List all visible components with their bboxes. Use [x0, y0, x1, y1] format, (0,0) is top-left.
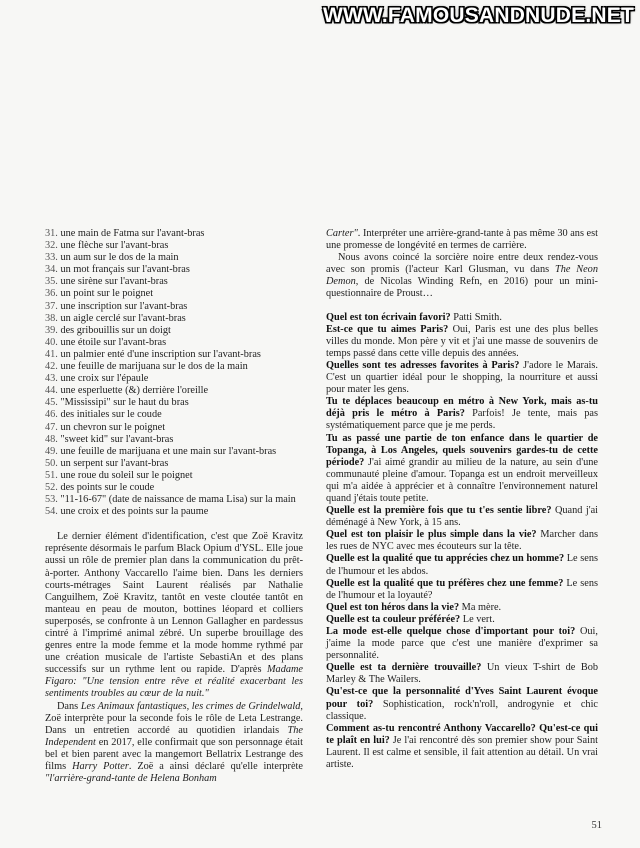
list-number: 54. — [45, 506, 58, 518]
list-text: des points sur le coude — [60, 481, 155, 493]
article-paragraph — [45, 701, 303, 786]
paragraph-text: . Interpréter une arrière-grand-tante à pas même 30 ans est une promesse de longévité en termes de carrière. — [326, 228, 598, 252]
list-number: 44. — [45, 385, 58, 397]
paragraph-text: , Zoë interprète pour la seconde fois le rôle de Leta Lestrange. Dans un entretien accordé au quotidien irlandais — [45, 700, 303, 736]
question: Quelle est ta dernière trouvaille? — [326, 662, 482, 674]
list-text: un palmier enté d'une inscription sur l'avant-bras — [60, 348, 261, 360]
list-item — [45, 288, 303, 300]
list-text: des gribouillis sur un doigt — [60, 324, 171, 336]
list-item — [45, 434, 303, 446]
list-number: 37. — [45, 300, 58, 312]
list-number: 53. — [45, 494, 58, 506]
list-text: "11-16-67" (date de naissance de mama Lisa) sur la main — [60, 494, 296, 506]
list-text: une roue du soleil sur le poignet — [60, 469, 193, 481]
list-text: une inscription sur l'avant-bras — [60, 300, 188, 312]
list-item — [45, 458, 303, 470]
answer: Je l'ai rencontré dès son premier show pour Saint Laurent. Il est calme et sensible, il fait attention au détail. Un vrai artiste. — [326, 734, 598, 771]
question: Quel est ton écrivain favori? — [326, 311, 451, 323]
list-number: 52. — [45, 481, 58, 493]
list-item — [45, 337, 303, 349]
question: Comment as-tu rencontré Anthony Vaccarello? Qu'est-ce qui te plaît en lui? — [326, 722, 598, 746]
list-text: un mot français sur l'avant-bras — [60, 264, 190, 276]
newspaper-title: The Independent — [45, 724, 303, 748]
question: Tu as passé une partie de ton enfance dans le quartier de Topanga, à Los Angeles, quels souvenirs gardes-tu de cette période? — [326, 432, 598, 468]
question: Quelle est ta couleur préférée? — [326, 613, 461, 625]
question: Qu'est-ce que la personnalité d'Yves Saint Laurent évoque pour toi? — [326, 686, 598, 710]
qa-item — [326, 662, 598, 686]
answer: Oui, Paris est une des plus belles villes du monde. Mon père y vit et j'ai une masse de souvenirs de temps passé dans cette ville depuis des années. — [326, 323, 598, 359]
list-number: 34. — [45, 264, 58, 276]
list-text: un point sur le poignet — [60, 288, 154, 300]
paragraph-text: Nous avons coincé la sorcière noire entre deux rendez-vous avec son promis (l'acteur Karl Glusman, vu dans — [326, 252, 598, 276]
list-number: 51. — [45, 469, 58, 481]
list-text: une croix et des points sur la paume — [60, 506, 209, 518]
list-item — [45, 361, 303, 373]
list-number: 42. — [45, 361, 58, 373]
list-item — [45, 252, 303, 264]
list-number: 36. — [45, 288, 58, 300]
paragraph-text: . Zoë a ainsi déclaré qu'elle interprète — [128, 761, 303, 773]
tattoo-list — [45, 228, 303, 518]
question: Quel est ton héros dans la vie? — [326, 601, 460, 613]
article-paragraph — [326, 228, 598, 252]
list-item — [45, 422, 303, 434]
list-number: 49. — [45, 445, 58, 457]
list-item — [45, 313, 303, 325]
list-item — [45, 325, 303, 337]
list-text: une croix sur l'épaule — [60, 373, 149, 385]
question: Tu te déplaces beaucoup en métro à New York, mais as-tu déjà pris le métro à Paris? — [326, 396, 598, 420]
quote-text: "l'arrière-grand-tante de Helena Bonham — [45, 773, 217, 785]
list-item — [45, 373, 303, 385]
list-item — [45, 482, 303, 494]
answer: Marcher dans les rues de NYC avec mes écouteurs sur la tête. — [326, 529, 598, 553]
answer: Patti Smith. — [450, 311, 502, 323]
film-title: Les Animaux fantastiques, les crimes de Grindelwald — [80, 700, 301, 712]
source-title: Madame Figaro — [45, 664, 303, 688]
list-number: 33. — [45, 252, 58, 264]
quote-text: : "Une tension entre rêve et réalité exacerbant les sentiments troubles au cœur de la nuit." — [45, 676, 303, 700]
question: Est-ce que tu aimes Paris? — [326, 323, 449, 335]
qa-item — [326, 312, 598, 324]
qa-item — [326, 602, 598, 614]
list-text: une sirène sur l'avant-bras — [60, 276, 168, 288]
answer: Un vieux T-shirt de Bob Marley & The Wailers. — [326, 662, 599, 686]
list-text: "Mississipi" sur le haut du bras — [60, 397, 189, 409]
list-text: une flèche sur l'avant-bras — [60, 240, 169, 252]
list-item — [45, 494, 303, 506]
qa-item — [326, 578, 598, 602]
list-item — [45, 228, 303, 240]
answer: Le vert. — [460, 613, 495, 625]
paragraph-text: Dans — [57, 700, 81, 712]
qa-item — [326, 614, 598, 626]
list-text: une esperluette (&) derrière l'oreille — [60, 385, 209, 397]
list-item — [45, 264, 303, 276]
quote-text: Carter" — [326, 228, 358, 239]
paragraph-text: en 2017, elle confirmait que son personnage était bel et bien parent avec la mangemort Bellatrix Lestrange des films — [45, 736, 303, 773]
question: Quel est ton plaisir le plus simple dans la vie? — [326, 529, 537, 541]
qa-item — [326, 529, 598, 553]
question: Quelles sont tes adresses favorites à Paris? — [326, 359, 520, 371]
saga-title: Harry Potter — [72, 761, 129, 773]
list-text: un aum sur le dos de la main — [60, 252, 179, 264]
list-number: 35. — [45, 276, 58, 288]
list-item — [45, 506, 303, 518]
answer: Le sens de l'humour et la loyauté? — [326, 577, 598, 601]
paragraph-text: Le dernier élément d'identification, c'est que Zoë Kravitz représente désormais le parfum Black Opium d'YSL. Elle joue aussi un rôle de premier plan dans la communication du prêt-à-porter. Anthony Vaccarello l'aime bien. Dans les derniers courts-métrages Saint Laurent réalisés par Nathalie Canguilhem, Zoë Kravitz, tantôt en veste cloutée tantôt en manteau en peau de mouton, bottines léopard et colliers superposés, se confronte à un Lennon Gallagher en pardessus cintré à l'imprimé animal zébré. Un superbe brouillage des genres entre la mode femme et la mode homme rythmé par une création musicale de l'artiste SebastiAn et des plans successifs sur un rythme lent ou rapide. D'après — [45, 531, 303, 676]
film-title: The Neon Demon — [326, 264, 598, 288]
list-text: une main de Fatma sur l'avant-bras — [60, 228, 205, 239]
list-number: 47. — [45, 421, 58, 433]
qa-item — [326, 723, 598, 771]
list-number: 32. — [45, 240, 58, 252]
list-number: 46. — [45, 409, 58, 421]
list-item — [45, 301, 303, 313]
answer: Ma mère. — [459, 601, 502, 613]
question: Quelle est la première fois que tu t'es sentie libre? — [326, 505, 552, 517]
answer: Le sens de l'humour et les abdos. — [326, 553, 598, 577]
list-number: 48. — [45, 433, 58, 445]
watermark-text: WWW.FAMOUSANDNUDE.NET — [322, 4, 634, 27]
list-item — [45, 409, 303, 421]
paragraph-text: , de Nicolas Winding Refn, en 2016) pour un mini-questionnaire de Proust… — [326, 276, 598, 300]
page-number: 51 — [591, 820, 602, 831]
answer: Oui, j'aime la mode parce que c'est une manière d'exprimer sa personnalité. — [326, 626, 598, 662]
right-column — [326, 228, 598, 771]
list-number: 38. — [45, 312, 58, 324]
answer: J'ai aimé grandir au milieu de la nature, au sein d'une communauté pleine d'amour. Topanga est un endroit merveilleux qui m'a aidée à apprécier et à connaître l'environnement naturel quand j'étais toute petite. — [326, 456, 598, 504]
list-item — [45, 276, 303, 288]
list-number: 41. — [45, 348, 58, 360]
list-text: des initiales sur le coude — [60, 409, 162, 421]
list-text: une feuille de marijuana et une main sur l'avant-bras — [60, 445, 277, 457]
list-item — [45, 240, 303, 252]
list-text: un serpent sur l'avant-bras — [60, 457, 169, 469]
qa-item — [326, 626, 598, 662]
question: Quelle est la qualité que tu apprécies chez un homme? — [326, 553, 565, 565]
list-item — [45, 397, 303, 409]
list-item — [45, 470, 303, 482]
qa-item — [326, 553, 598, 577]
question: Quelle est la qualité que tu préfères chez une femme? — [326, 577, 564, 589]
list-text: une feuille de marijuana sur le dos de la main — [60, 361, 248, 373]
list-text: "sweet kid" sur l'avant-bras — [60, 433, 174, 445]
list-number: 50. — [45, 457, 58, 469]
list-text: un chevron sur le poignet — [60, 421, 166, 433]
answer: Sophistication, rock'n'roll, androgynie et chic classique. — [326, 698, 599, 722]
qa-item — [326, 360, 598, 396]
qa-item — [326, 686, 598, 722]
answer: Quand j'ai déménagé à New York, à 15 ans. — [326, 505, 598, 529]
list-number: 43. — [45, 373, 58, 385]
left-column — [45, 228, 303, 785]
article-paragraph — [326, 252, 598, 300]
list-number: 40. — [45, 336, 58, 348]
list-number: 31. — [45, 228, 58, 239]
list-item — [45, 446, 303, 458]
qa-item — [326, 396, 598, 432]
questionnaire — [326, 312, 598, 772]
answer: J'adore le Marais. C'est un quartier idéal pour le shopping, la nourriture et aussi pour mater les gens. — [326, 359, 598, 396]
qa-item — [326, 324, 598, 360]
answer: Parfois! Je tente, mais pas systématiquement parce que je me perds. — [326, 408, 598, 432]
list-text: un aigle cerclé sur l'avant-bras — [60, 312, 186, 324]
list-number: 39. — [45, 324, 58, 336]
list-item — [45, 349, 303, 361]
question: La mode est-elle quelque chose d'important pour toi? — [326, 626, 576, 637]
qa-item — [326, 433, 598, 506]
list-number: 45. — [45, 397, 58, 409]
qa-item — [326, 505, 598, 529]
list-item — [45, 385, 303, 397]
article-paragraph — [45, 531, 303, 700]
list-text: une étoile sur l'avant-bras — [60, 336, 167, 348]
